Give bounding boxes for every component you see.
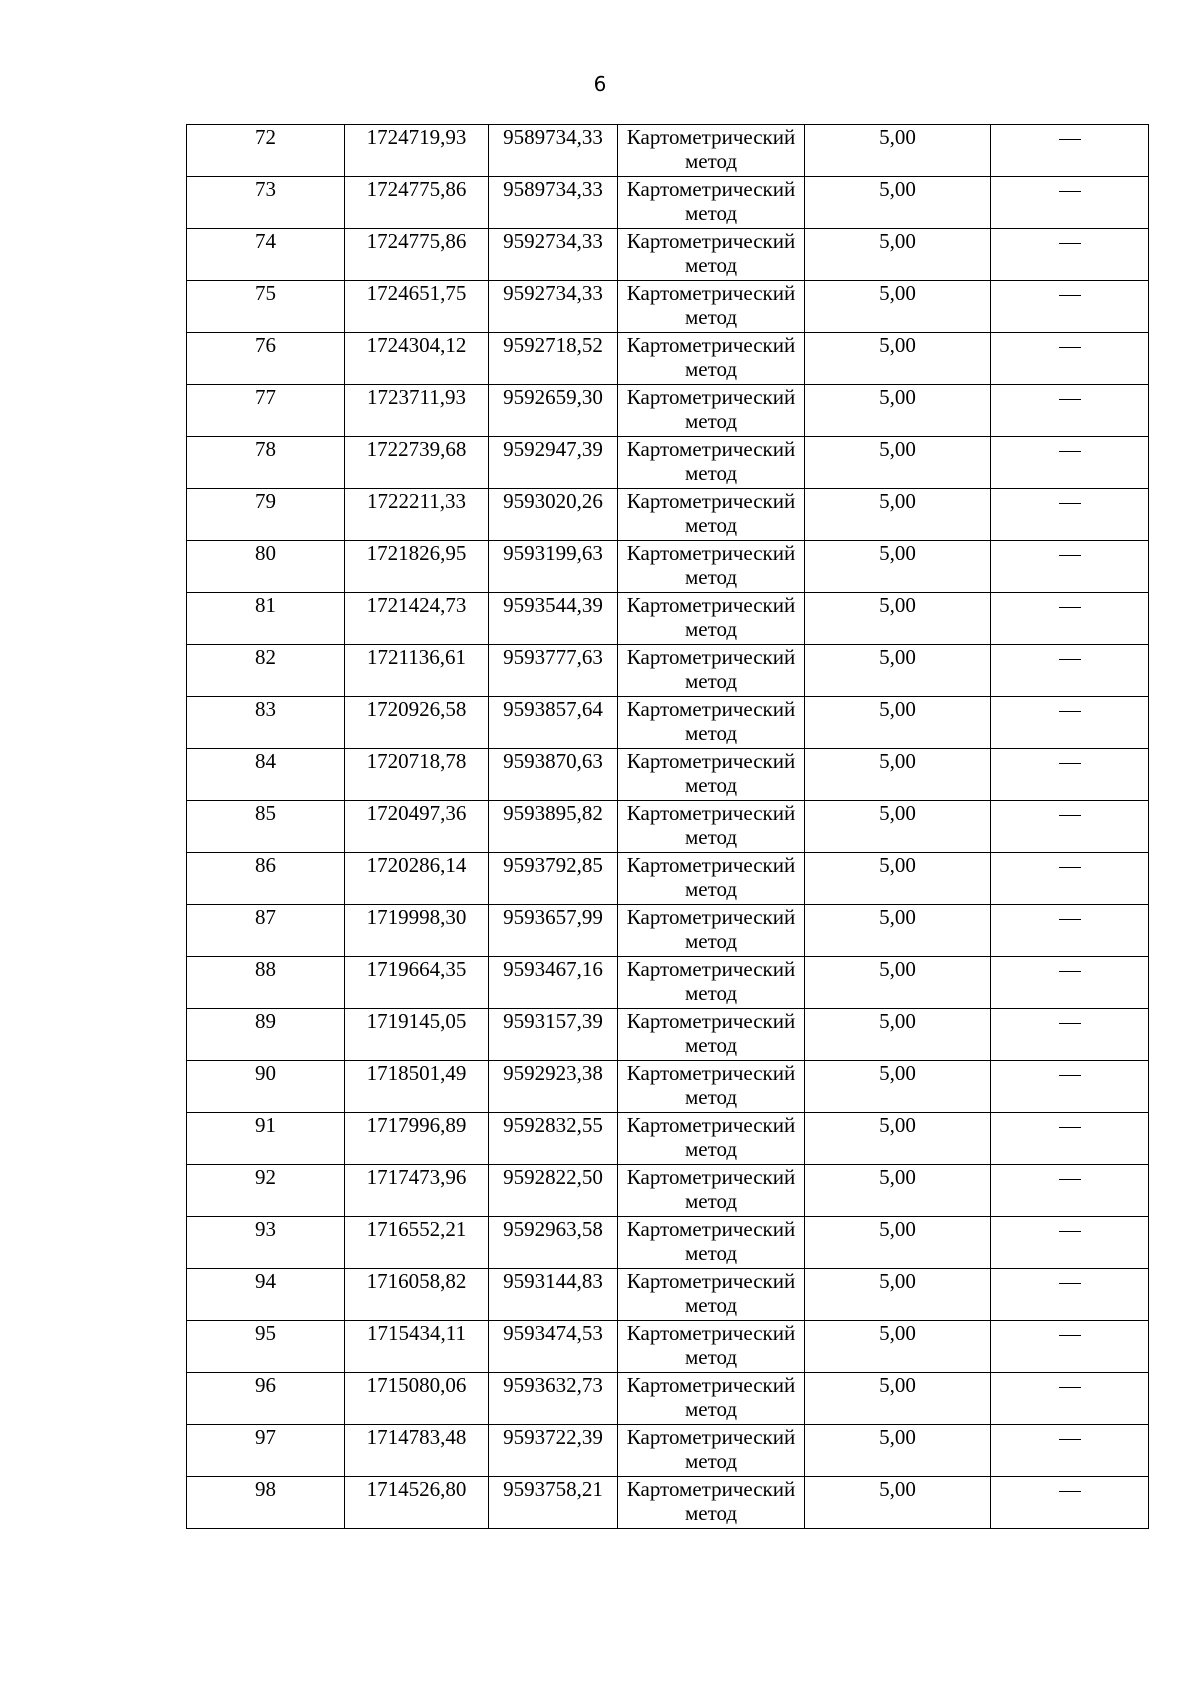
description-cell xyxy=(991,749,1149,801)
point-number-cell: 91 xyxy=(187,1113,345,1165)
description-cell xyxy=(991,1061,1149,1113)
method-line-2: метод xyxy=(684,461,738,485)
em-dash xyxy=(1059,607,1081,608)
y-coordinate-cell: 9589734,33 xyxy=(489,177,618,229)
accuracy-cell: 5,00 xyxy=(805,749,991,801)
method-cell xyxy=(618,697,805,749)
method-cell xyxy=(618,1009,805,1061)
point-number-cell: 85 xyxy=(187,801,345,853)
x-coordinate-cell: 1720926,58 xyxy=(345,697,489,749)
em-dash xyxy=(1059,815,1081,816)
x-coordinate-cell: 1721424,73 xyxy=(345,593,489,645)
point-number-cell: 82 xyxy=(187,645,345,697)
em-dash xyxy=(1059,1179,1081,1180)
method-line-1: Картометрический xyxy=(626,1061,796,1085)
y-coordinate-cell: 9593657,99 xyxy=(489,905,618,957)
description-cell xyxy=(991,1425,1149,1477)
accuracy-cell: 5,00 xyxy=(805,1321,991,1373)
method-cell xyxy=(618,645,805,697)
x-coordinate-cell: 1715434,11 xyxy=(345,1321,489,1373)
method-line-1: Картометрический xyxy=(626,697,796,721)
y-coordinate-cell: 9593758,21 xyxy=(489,1477,618,1529)
description-cell xyxy=(991,1321,1149,1373)
em-dash xyxy=(1059,1387,1081,1388)
description-cell xyxy=(991,1009,1149,1061)
description-cell xyxy=(991,437,1149,489)
accuracy-cell: 5,00 xyxy=(805,281,991,333)
method-line-1: Картометрический xyxy=(626,1269,796,1293)
em-dash xyxy=(1059,711,1081,712)
method-line-2: метод xyxy=(684,981,738,1005)
accuracy-cell: 5,00 xyxy=(805,1269,991,1321)
y-coordinate-cell: 9593722,39 xyxy=(489,1425,618,1477)
description-cell xyxy=(991,229,1149,281)
y-coordinate-cell: 9593199,63 xyxy=(489,541,618,593)
method-line-2: метод xyxy=(684,1449,738,1473)
method-line-1: Картометрический xyxy=(626,1477,796,1501)
method-line-1: Картометрический xyxy=(626,1373,796,1397)
accuracy-cell: 5,00 xyxy=(805,1009,991,1061)
method-line-2: метод xyxy=(684,1137,738,1161)
method-cell xyxy=(618,1373,805,1425)
method-cell xyxy=(618,229,805,281)
accuracy-cell: 5,00 xyxy=(805,1061,991,1113)
method-cell xyxy=(618,437,805,489)
x-coordinate-cell: 1720718,78 xyxy=(345,749,489,801)
description-cell xyxy=(991,1165,1149,1217)
x-coordinate-cell: 1717473,96 xyxy=(345,1165,489,1217)
description-cell xyxy=(991,1113,1149,1165)
description-cell xyxy=(991,1269,1149,1321)
em-dash xyxy=(1059,1023,1081,1024)
point-number-cell: 79 xyxy=(187,489,345,541)
x-coordinate-cell: 1724304,12 xyxy=(345,333,489,385)
method-line-1: Картометрический xyxy=(626,1217,796,1241)
method-line-2: метод xyxy=(684,1501,738,1525)
x-coordinate-cell: 1719998,30 xyxy=(345,905,489,957)
y-coordinate-cell: 9593474,53 xyxy=(489,1321,618,1373)
table-row xyxy=(187,1321,1149,1373)
table-row xyxy=(187,593,1149,645)
accuracy-cell: 5,00 xyxy=(805,697,991,749)
em-dash xyxy=(1059,659,1081,660)
em-dash xyxy=(1059,1283,1081,1284)
y-coordinate-cell: 9593020,26 xyxy=(489,489,618,541)
method-cell xyxy=(618,333,805,385)
table-row xyxy=(187,1477,1149,1529)
method-cell xyxy=(618,541,805,593)
page-number: 6 xyxy=(593,72,607,96)
y-coordinate-cell: 9593777,63 xyxy=(489,645,618,697)
accuracy-cell: 5,00 xyxy=(805,385,991,437)
y-coordinate-cell: 9592659,30 xyxy=(489,385,618,437)
table-row xyxy=(187,905,1149,957)
method-cell xyxy=(618,1425,805,1477)
em-dash xyxy=(1059,919,1081,920)
em-dash xyxy=(1059,503,1081,504)
table-row xyxy=(187,957,1149,1009)
table-row xyxy=(187,1373,1149,1425)
method-cell xyxy=(618,1477,805,1529)
em-dash xyxy=(1059,763,1081,764)
table-row xyxy=(187,1269,1149,1321)
accuracy-cell: 5,00 xyxy=(805,1113,991,1165)
method-cell xyxy=(618,281,805,333)
table-row xyxy=(187,1425,1149,1477)
method-cell xyxy=(618,749,805,801)
point-number-cell: 81 xyxy=(187,593,345,645)
point-number-cell: 77 xyxy=(187,385,345,437)
y-coordinate-cell: 9593544,39 xyxy=(489,593,618,645)
em-dash xyxy=(1059,347,1081,348)
y-coordinate-cell: 9593895,82 xyxy=(489,801,618,853)
table-row xyxy=(187,697,1149,749)
x-coordinate-cell: 1724651,75 xyxy=(345,281,489,333)
point-number-cell: 89 xyxy=(187,1009,345,1061)
table-row xyxy=(187,229,1149,281)
x-coordinate-cell: 1716058,82 xyxy=(345,1269,489,1321)
method-cell xyxy=(618,853,805,905)
method-line-2: метод xyxy=(684,669,738,693)
method-line-2: метод xyxy=(684,1033,738,1057)
description-cell xyxy=(991,385,1149,437)
method-line-2: метод xyxy=(684,721,738,745)
method-line-1: Картометрический xyxy=(626,1113,796,1137)
x-coordinate-cell: 1714526,80 xyxy=(345,1477,489,1529)
y-coordinate-cell: 9593632,73 xyxy=(489,1373,618,1425)
accuracy-cell: 5,00 xyxy=(805,957,991,1009)
table-row xyxy=(187,385,1149,437)
method-line-2: метод xyxy=(684,1085,738,1109)
accuracy-cell: 5,00 xyxy=(805,1373,991,1425)
point-number-cell: 87 xyxy=(187,905,345,957)
method-line-2: метод xyxy=(684,1241,738,1265)
point-number-cell: 78 xyxy=(187,437,345,489)
description-cell xyxy=(991,333,1149,385)
y-coordinate-cell: 9593144,83 xyxy=(489,1269,618,1321)
y-coordinate-cell: 9592947,39 xyxy=(489,437,618,489)
method-line-2: метод xyxy=(684,1397,738,1421)
coordinates-table-body xyxy=(187,125,1149,1529)
y-coordinate-cell: 9592734,33 xyxy=(489,229,618,281)
description-cell xyxy=(991,281,1149,333)
method-line-1: Картометрический xyxy=(626,645,796,669)
em-dash xyxy=(1059,1075,1081,1076)
method-line-1: Картометрический xyxy=(626,749,796,773)
accuracy-cell: 5,00 xyxy=(805,905,991,957)
x-coordinate-cell: 1724719,93 xyxy=(345,125,489,177)
accuracy-cell: 5,00 xyxy=(805,177,991,229)
point-number-cell: 83 xyxy=(187,697,345,749)
point-number-cell: 96 xyxy=(187,1373,345,1425)
x-coordinate-cell: 1717996,89 xyxy=(345,1113,489,1165)
table-row xyxy=(187,333,1149,385)
point-number-cell: 93 xyxy=(187,1217,345,1269)
point-number-cell: 94 xyxy=(187,1269,345,1321)
method-line-1: Картометрический xyxy=(626,281,796,305)
method-line-2: метод xyxy=(684,1293,738,1317)
method-cell xyxy=(618,1269,805,1321)
accuracy-cell: 5,00 xyxy=(805,541,991,593)
table-row xyxy=(187,853,1149,905)
method-line-1: Картометрический xyxy=(626,801,796,825)
method-line-2: метод xyxy=(684,565,738,589)
em-dash xyxy=(1059,399,1081,400)
em-dash xyxy=(1059,451,1081,452)
accuracy-cell: 5,00 xyxy=(805,593,991,645)
table-row xyxy=(187,541,1149,593)
method-line-1: Картометрический xyxy=(626,489,796,513)
description-cell xyxy=(991,1373,1149,1425)
method-cell xyxy=(618,1165,805,1217)
accuracy-cell: 5,00 xyxy=(805,801,991,853)
point-number-cell: 76 xyxy=(187,333,345,385)
y-coordinate-cell: 9593870,63 xyxy=(489,749,618,801)
table-row xyxy=(187,437,1149,489)
table-row xyxy=(187,1061,1149,1113)
y-coordinate-cell: 9592923,38 xyxy=(489,1061,618,1113)
x-coordinate-cell: 1719664,35 xyxy=(345,957,489,1009)
accuracy-cell: 5,00 xyxy=(805,1217,991,1269)
point-number-cell: 74 xyxy=(187,229,345,281)
method-cell xyxy=(618,1061,805,1113)
description-cell xyxy=(991,593,1149,645)
table-row xyxy=(187,1009,1149,1061)
y-coordinate-cell: 9593157,39 xyxy=(489,1009,618,1061)
y-coordinate-cell: 9593792,85 xyxy=(489,853,618,905)
point-number-cell: 95 xyxy=(187,1321,345,1373)
description-cell xyxy=(991,125,1149,177)
description-cell xyxy=(991,489,1149,541)
method-cell xyxy=(618,1321,805,1373)
x-coordinate-cell: 1715080,06 xyxy=(345,1373,489,1425)
method-cell xyxy=(618,593,805,645)
accuracy-cell: 5,00 xyxy=(805,229,991,281)
accuracy-cell: 5,00 xyxy=(805,489,991,541)
method-line-1: Картометрический xyxy=(626,437,796,461)
x-coordinate-cell: 1721826,95 xyxy=(345,541,489,593)
point-number-cell: 92 xyxy=(187,1165,345,1217)
x-coordinate-cell: 1724775,86 xyxy=(345,229,489,281)
y-coordinate-cell: 9592832,55 xyxy=(489,1113,618,1165)
point-number-cell: 73 xyxy=(187,177,345,229)
x-coordinate-cell: 1720286,14 xyxy=(345,853,489,905)
point-number-cell: 98 xyxy=(187,1477,345,1529)
em-dash xyxy=(1059,971,1081,972)
accuracy-cell: 5,00 xyxy=(805,1425,991,1477)
method-line-1: Картометрический xyxy=(626,1425,796,1449)
table-row xyxy=(187,645,1149,697)
description-cell xyxy=(991,177,1149,229)
description-cell xyxy=(991,645,1149,697)
method-line-1: Картометрический xyxy=(626,177,796,201)
method-cell xyxy=(618,125,805,177)
y-coordinate-cell: 9593857,64 xyxy=(489,697,618,749)
em-dash xyxy=(1059,555,1081,556)
description-cell xyxy=(991,1217,1149,1269)
method-cell xyxy=(618,801,805,853)
accuracy-cell: 5,00 xyxy=(805,645,991,697)
description-cell xyxy=(991,905,1149,957)
em-dash xyxy=(1059,243,1081,244)
x-coordinate-cell: 1722211,33 xyxy=(345,489,489,541)
accuracy-cell: 5,00 xyxy=(805,1477,991,1529)
method-cell xyxy=(618,385,805,437)
description-cell xyxy=(991,1477,1149,1529)
y-coordinate-cell: 9592718,52 xyxy=(489,333,618,385)
accuracy-cell: 5,00 xyxy=(805,437,991,489)
y-coordinate-cell: 9592822,50 xyxy=(489,1165,618,1217)
method-line-2: метод xyxy=(684,877,738,901)
x-coordinate-cell: 1714783,48 xyxy=(345,1425,489,1477)
x-coordinate-cell: 1722739,68 xyxy=(345,437,489,489)
table-row xyxy=(187,177,1149,229)
method-line-2: метод xyxy=(684,929,738,953)
method-line-1: Картометрический xyxy=(626,385,796,409)
em-dash xyxy=(1059,867,1081,868)
method-line-1: Картометрический xyxy=(626,333,796,357)
point-number-cell: 86 xyxy=(187,853,345,905)
method-line-1: Картометрический xyxy=(626,593,796,617)
x-coordinate-cell: 1723711,93 xyxy=(345,385,489,437)
table-row xyxy=(187,801,1149,853)
em-dash xyxy=(1059,139,1081,140)
point-number-cell: 88 xyxy=(187,957,345,1009)
method-line-1: Картометрический xyxy=(626,1321,796,1345)
point-number-cell: 72 xyxy=(187,125,345,177)
x-coordinate-cell: 1721136,61 xyxy=(345,645,489,697)
method-line-1: Картометрический xyxy=(626,905,796,929)
method-line-1: Картометрический xyxy=(626,1009,796,1033)
table-row xyxy=(187,749,1149,801)
method-line-2: метод xyxy=(684,409,738,433)
point-number-cell: 90 xyxy=(187,1061,345,1113)
x-coordinate-cell: 1719145,05 xyxy=(345,1009,489,1061)
x-coordinate-cell: 1716552,21 xyxy=(345,1217,489,1269)
method-line-1: Картометрический xyxy=(626,229,796,253)
method-line-2: метод xyxy=(684,1345,738,1369)
em-dash xyxy=(1059,1231,1081,1232)
method-line-2: метод xyxy=(684,825,738,849)
x-coordinate-cell: 1720497,36 xyxy=(345,801,489,853)
method-line-2: метод xyxy=(684,357,738,381)
em-dash xyxy=(1059,1127,1081,1128)
table-row xyxy=(187,1165,1149,1217)
method-line-2: метод xyxy=(684,1189,738,1213)
description-cell xyxy=(991,697,1149,749)
method-line-1: Картометрический xyxy=(626,1165,796,1189)
method-cell xyxy=(618,1113,805,1165)
method-cell xyxy=(618,489,805,541)
em-dash xyxy=(1059,191,1081,192)
em-dash xyxy=(1059,295,1081,296)
description-cell xyxy=(991,541,1149,593)
table-row xyxy=(187,281,1149,333)
method-line-2: метод xyxy=(684,305,738,329)
accuracy-cell: 5,00 xyxy=(805,333,991,385)
point-number-cell: 80 xyxy=(187,541,345,593)
method-line-2: метод xyxy=(684,201,738,225)
method-line-2: метод xyxy=(684,617,738,641)
em-dash xyxy=(1059,1439,1081,1440)
table-row xyxy=(187,1217,1149,1269)
method-line-1: Картометрический xyxy=(626,853,796,877)
accuracy-cell: 5,00 xyxy=(805,1165,991,1217)
method-line-1: Картометрический xyxy=(626,957,796,981)
y-coordinate-cell: 9592963,58 xyxy=(489,1217,618,1269)
method-cell xyxy=(618,177,805,229)
coordinates-table xyxy=(186,124,1149,1529)
method-line-2: метод xyxy=(684,253,738,277)
description-cell xyxy=(991,957,1149,1009)
y-coordinate-cell: 9589734,33 xyxy=(489,125,618,177)
em-dash xyxy=(1059,1335,1081,1336)
method-line-2: метод xyxy=(684,149,738,173)
method-line-1: Картометрический xyxy=(626,541,796,565)
table-row xyxy=(187,489,1149,541)
accuracy-cell: 5,00 xyxy=(805,853,991,905)
em-dash xyxy=(1059,1491,1081,1492)
description-cell xyxy=(991,801,1149,853)
y-coordinate-cell: 9592734,33 xyxy=(489,281,618,333)
accuracy-cell: 5,00 xyxy=(805,125,991,177)
method-line-2: метод xyxy=(684,773,738,797)
y-coordinate-cell: 9593467,16 xyxy=(489,957,618,1009)
method-cell xyxy=(618,957,805,1009)
point-number-cell: 75 xyxy=(187,281,345,333)
method-cell xyxy=(618,905,805,957)
point-number-cell: 97 xyxy=(187,1425,345,1477)
method-cell xyxy=(618,1217,805,1269)
x-coordinate-cell: 1718501,49 xyxy=(345,1061,489,1113)
method-line-1: Картометрический xyxy=(626,125,796,149)
x-coordinate-cell: 1724775,86 xyxy=(345,177,489,229)
point-number-cell: 84 xyxy=(187,749,345,801)
table-row xyxy=(187,1113,1149,1165)
table-row xyxy=(187,125,1149,177)
method-line-2: метод xyxy=(684,513,738,537)
description-cell xyxy=(991,853,1149,905)
